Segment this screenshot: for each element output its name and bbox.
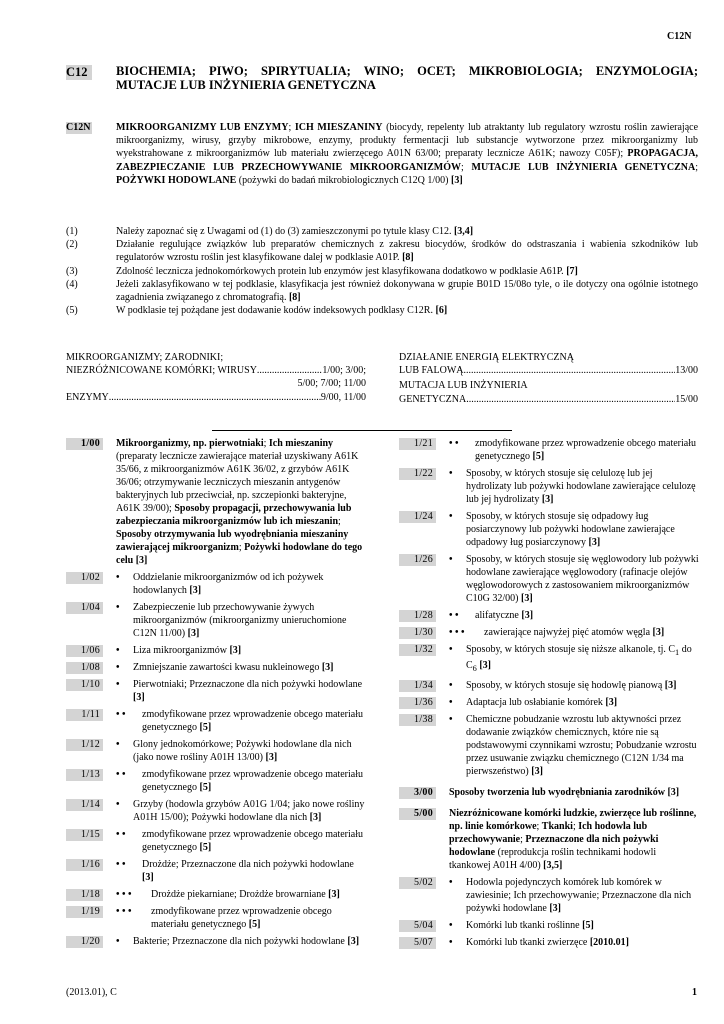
index-left-line3-value: 5/00; 7/00; 11/00 <box>297 378 366 390</box>
entries-right-column <box>399 437 699 953</box>
group-entry <box>66 768 366 794</box>
group-entry <box>399 807 699 872</box>
group-entry <box>66 798 366 824</box>
indent-dots: • • <box>449 610 459 621</box>
group-code: 1/10 <box>66 679 103 691</box>
group-title: • Zmniejszanie zawartości kwasu nukleinowego [3] <box>116 662 334 673</box>
group-entry <box>399 876 699 915</box>
group-code: 1/20 <box>66 936 103 948</box>
group-title: • Sposoby, w których stosuje się odpadowy ług posiarczynowy lub pożywki hodowlane zawierające odpadowy ług posiarczynowy [3] <box>449 511 675 548</box>
note-number: (2) <box>66 239 78 251</box>
subclass-description: MIKROORGANIZMY LUB ENZYMY; ICH MIESZANINY (biocydy, repelenty lub atraktanty lub regulatory wzrostu roślin zawierające mikroorganizmy, wirusy, grzyby mikrobowe, enzymy, produkty fermentacji lub substancje wytworzone przez mikroorganizmy lub wyekstrahowane z mikroorganizmów lub materiału zwierzęcego A01N 63/00; preparaty lecznicze A61K; nawozy C05F); PROPAGACJA, ZABEZPIECZANIE LUB PRZECHOWYWANIE MIKROORGANIZMÓW; MUTACJE LUB INŻYNIERIA GENETYCZNA; POŻYWKI HODOWLANE (pożywki do badań mikrobiologicznych C12Q 1/00) [3] <box>116 122 699 186</box>
note-number: (4) <box>66 278 78 290</box>
group-title: • Pierwotniaki; Przeznaczone dla nich pożywki hodowlane [3] <box>116 679 363 703</box>
group-title: • • alifatyczne [3] <box>449 610 534 621</box>
index-left-entry-enzymes <box>66 391 366 404</box>
group-entry <box>66 644 366 657</box>
indent-dots: • <box>449 511 453 522</box>
group-title: • Komórki lub tkanki zwierzęce [2010.01] <box>449 937 630 948</box>
group-entry <box>66 888 366 901</box>
group-entry <box>66 738 366 764</box>
group-title: • • zmodyfikowane przez wprowadzenie obcego materiału genetycznego [5] <box>116 709 364 733</box>
index-right-line4-value: 15/00 <box>675 393 698 405</box>
group-code: 1/15 <box>66 829 103 841</box>
group-title: • • • zawierające najwyżej pięć atomów węgla [3] <box>449 627 665 638</box>
note-number: (1) <box>66 226 78 237</box>
indent-dots: • <box>116 662 120 673</box>
group-code: 1/12 <box>66 739 103 751</box>
group-title: • • • zmodyfikowane przez wprowadzenie obcego materiału genetycznego [5] <box>116 906 332 930</box>
group-code: 1/00 <box>66 438 103 450</box>
indent-dots: • <box>449 680 453 691</box>
group-title: • Sposoby, w których stosuje się hodowlę pianową [3] <box>449 680 677 691</box>
group-entry <box>399 936 699 949</box>
group-entry <box>399 919 699 932</box>
footer-edition: (2013.01), C <box>66 987 117 998</box>
group-code: 1/08 <box>66 662 103 674</box>
group-entry <box>66 601 366 640</box>
indent-dots: • <box>449 877 453 888</box>
note-text: Należy zapoznać się z Uwagami od (1) do (3) zamieszczonymi po tytule klasy C12. [3,4] <box>116 226 474 237</box>
indent-dots: • <box>116 572 120 583</box>
indent-dots: • <box>449 644 453 655</box>
indent-dots: • <box>116 799 120 810</box>
group-code: 1/22 <box>399 468 436 480</box>
indent-dots: • <box>449 468 453 479</box>
indent-dots: • • <box>116 709 126 720</box>
indent-dots: • • • <box>449 627 465 638</box>
group-code: 5/04 <box>399 920 436 932</box>
indent-dots: • • • <box>116 906 132 917</box>
group-entry <box>399 696 699 709</box>
index-leader-dots <box>109 391 321 404</box>
index-left-line2-value: 1/00; 3/00; <box>322 365 366 377</box>
group-code: 1/26 <box>399 554 436 566</box>
group-code: 5/00 <box>399 808 436 820</box>
group-code: 1/24 <box>399 511 436 523</box>
indent-dots: • <box>449 697 453 708</box>
index-left-line4-value: 9/00, 11/00 <box>320 391 366 403</box>
group-title: • • zmodyfikowane przez wprowadzenie obcego materiału genetycznego [5] <box>116 829 364 853</box>
group-entry <box>399 437 699 463</box>
group-title: • Glony jednokomórkowe; Pożywki hodowlane dla nich (jako nowe rośliny A01H 13/00) [3] <box>116 739 352 763</box>
note-item <box>66 304 698 317</box>
group-code: 1/34 <box>399 680 436 692</box>
note-item <box>66 225 698 238</box>
group-title: • Adaptacja lub osłabianie komórek [3] <box>449 697 618 708</box>
group-code: 5/02 <box>399 877 436 889</box>
index-right-entry-energy <box>399 364 698 377</box>
indent-dots: • <box>449 920 453 931</box>
note-number: (3) <box>66 265 78 277</box>
group-entry <box>399 713 699 778</box>
note-item <box>66 278 698 304</box>
index-left <box>66 351 366 404</box>
group-code: 1/32 <box>399 644 436 656</box>
note-item <box>66 265 698 278</box>
group-title: Niezróżnicowane komórki ludzkie, zwierzęce lub roślinne, np. linie komórkowe; Tkanki; Ich hodowla lub przechowywanie; Przeznaczone dla nich pożywki hodowlane (reprodukcja roślin technikami hodowli tkankowej A01H 4/00) [3,5] <box>449 808 697 871</box>
class-title: BIOCHEMIA; PIWO; SPIRYTUALIA; WINO; OCET; MIKROBIOLOGIA; ENZYMOLOGIA; MUTACJE LUB INŻYNIERIA GENETYCZNA <box>116 64 698 92</box>
index-right-line2-value: 13/00 <box>675 365 698 377</box>
group-entry <box>399 510 699 549</box>
group-code: 1/02 <box>66 572 103 584</box>
group-title: • • Drożdże; Przeznaczone dla nich pożywki hodowlane [3] <box>116 859 354 883</box>
group-title: • Hodowla pojedynczych komórek lub komórek w zawiesinie; Ich przechowywanie; Przeznaczone dla nich pożywki hodowlane [3] <box>449 877 692 914</box>
group-title: • Liza mikroorganizmów [3] <box>116 645 242 656</box>
note-text: Jeżeli zaklasyfikowano w tej podklasie, klasyfikacja jest również dokonywana w grupie B01D 15/08o tyle, o ile dotyczy ona ogólnie istotnego zagadnienia związanego z chromatografią. [8] <box>116 278 698 304</box>
index-right-line1: DZIAŁANIE ENERGIĄ ELEKTRYCZNĄ <box>399 352 574 363</box>
group-title: • Komórki lub tkanki roślinne [5] <box>449 920 594 931</box>
group-entry <box>66 905 366 931</box>
group-code: 1/11 <box>66 709 103 721</box>
group-entry <box>66 661 366 674</box>
index-left-line1: MIKROORGANIZMY; ZARODNIKI; <box>66 352 224 363</box>
group-title: Sposoby tworzenia lub wyodrębniania zarodników [3] <box>449 787 680 798</box>
group-title: • Sposoby, w których stosuje się celulozę lub jej hydrolizaty lub pożywki hodowlane zawierające celulozę lub jej hydrolizaty [3] <box>449 468 696 505</box>
indent-dots: • <box>116 679 120 690</box>
indent-dots: • <box>116 936 120 947</box>
group-code: 5/07 <box>399 937 436 949</box>
group-title: • Oddzielanie mikroorganizmów od ich pożywek hodowlanych [3] <box>116 572 324 596</box>
indent-dots: • <box>116 602 120 613</box>
group-entry <box>399 553 699 605</box>
group-entry <box>66 858 366 884</box>
group-code: 1/36 <box>399 697 436 709</box>
group-code: 1/06 <box>66 645 103 657</box>
group-code: 1/19 <box>66 906 103 918</box>
group-code: 1/14 <box>66 799 103 811</box>
group-title: • • zmodyfikowane przez wprowadzenie obcego materiału genetycznego [5] <box>116 769 364 793</box>
indent-dots: • • <box>116 769 126 780</box>
index-right-entry-genetic <box>399 393 698 406</box>
group-code: 1/13 <box>66 769 103 781</box>
index-leader-dots <box>464 364 676 377</box>
group-code: 3/00 <box>399 787 436 799</box>
group-title: • Zabezpieczenie lub przechowywanie żywych mikroorganizmów (mikroorganizmy unieruchomione C12N 11/00) [3] <box>116 602 347 639</box>
notes-list <box>66 225 698 317</box>
indent-dots: • <box>116 645 120 656</box>
group-title: Mikroorganizmy, np. pierwotniaki; Ich mieszaniny (preparaty lecznicze zawierające materiał uzyskiwany A61K 35/66, z mikroorganizmów A61K 36/02, z grzybów A61K 36/06; otrzymywanie leczniczych mieszanin antygenów bakteryjnych lub przeciwciał, np. szczepionki bakteryjne, A61K 39/00); Sposoby propagacji, przechowywania lub zabezpieczania mikroorganizmów lub ich mieszanin; Sposoby otrzymywania lub wyodrębniania mieszaniny zawierającej mikroorganizm; Pożywki hodowlane do tego celu [3] <box>116 438 363 566</box>
note-number: (5) <box>66 305 78 317</box>
group-title: • Sposoby, w których stosuje się węglowodory lub pożywki hodowlane zawierające węglowodory (rafinacje olejów węglowodorowych z zastosowaniem mikroorganizmów C10G 32/00) [3] <box>449 554 699 604</box>
group-title: • Chemiczne pobudzanie wzrostu lub aktywności przez dodawanie związków chemicznych, które nie są podstawowymi czynnikami wzrostu; Pobudzanie wzrostu przez usuwanie związku chemicznego (C12N 1/34 ma pierwszeństwo) [3] <box>449 714 697 777</box>
group-entry <box>66 828 366 854</box>
note-text: W podklasie tej pożądane jest dodawanie kodów indeksowych podklasy C12R. [6] <box>116 305 448 317</box>
group-entry <box>399 467 699 506</box>
indent-dots: • <box>449 714 453 725</box>
group-entry <box>66 678 366 704</box>
index-left-line2: NIEZRÓŻNICOWANE KOMÓRKI; WIRUSY <box>66 365 257 377</box>
index-left-entry-microorganisms <box>66 364 366 377</box>
index-right-line4: GENETYCZNA <box>399 393 467 405</box>
group-title: • Bakterie; Przeznaczone dla nich pożywki hodowlane [3] <box>116 936 360 947</box>
group-code: 1/38 <box>399 714 436 726</box>
indent-dots: • <box>116 739 120 750</box>
footer-page-number: 1 <box>692 987 697 998</box>
group-entry <box>66 708 366 734</box>
group-entry <box>399 643 699 675</box>
group-code: 1/21 <box>399 438 436 450</box>
group-code: 1/18 <box>66 889 103 901</box>
note-item <box>66 238 698 264</box>
section-divider <box>212 430 512 431</box>
group-entry <box>66 935 366 948</box>
indent-dots: • • <box>449 438 459 449</box>
group-entry <box>66 437 366 567</box>
entries-left-column <box>66 437 366 952</box>
class-code: C12 <box>66 65 92 80</box>
indent-dots: • • • <box>116 889 132 900</box>
indent-dots: • • <box>116 829 126 840</box>
note-text: Zdolność lecznicza jednokomórkowych protein lub enzymów jest klasyfikowana dodatkowo w podklasie A61P. [7] <box>116 265 578 277</box>
index-right-line3: MUTACJA LUB INŻYNIERIA <box>399 380 528 392</box>
indent-dots: • <box>449 937 453 948</box>
group-code: 1/04 <box>66 602 103 614</box>
group-entry <box>399 626 699 639</box>
note-text: Działanie regulujące związków lub preparatów chemicznych z zakresu biocydów, środków do odstraszania i wabienia szkodników lub regulatorów wzrostu roślin jest klasyfikowane dalej w podklasie A01P. [8] <box>116 239 698 264</box>
group-code: 1/16 <box>66 859 103 871</box>
page-header-code: C12N <box>667 31 692 42</box>
group-entry <box>66 571 366 597</box>
indent-dots: • <box>449 554 453 565</box>
group-title: • Sposoby, w których stosuje się niższe alkanole, tj. $C_1$ do $C_6$ [3] <box>449 644 692 673</box>
index-right-line2: LUB FALOWĄ <box>399 365 464 377</box>
group-code: 1/30 <box>399 627 436 639</box>
index-leader-dots <box>257 364 322 377</box>
group-code: 1/28 <box>399 610 436 622</box>
subclass-code: C12N <box>66 122 91 133</box>
group-title: • • zmodyfikowane przez wprowadzenie obcego materiału genetycznego [5] <box>449 438 697 462</box>
group-entry <box>399 679 699 692</box>
index-right <box>399 351 698 406</box>
group-entry <box>399 609 699 622</box>
group-entry <box>399 786 699 799</box>
index-leader-dots <box>466 393 675 406</box>
group-title: • • • Drożdże piekarniane; Drożdże browarniane [3] <box>116 889 340 900</box>
indent-dots: • • <box>116 859 126 870</box>
index-left-line4: ENZYMY <box>66 391 109 403</box>
group-title: • Grzyby (hodowla grzybów A01G 1/04; jako nowe rośliny A01H 15/00); Pożywki hodowlane dla nich [3] <box>116 799 365 823</box>
